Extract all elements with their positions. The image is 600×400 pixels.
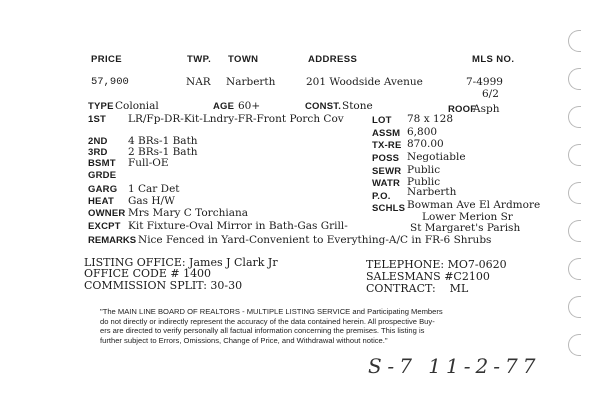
roof-label: ROOF — [448, 104, 477, 115]
price-label: PRICE — [91, 54, 123, 65]
schools-line-2: Lower Merion Sr — [422, 211, 513, 223]
owner-value: Mrs Mary C Torchiana — [128, 207, 248, 219]
disclaimer-line: ers are directed to verify personally all factual information concerning the premises. This listing is — [100, 326, 425, 336]
disclaimer-line: "The MAIN LINE BOARD OF REALTORS - MULTIPLE LISTING SERVICE and Participating Members — [100, 307, 443, 316]
tax-value: 870.00 — [407, 138, 444, 150]
contract: CONTRACT: ML — [366, 282, 469, 295]
mls-date: 6/2 — [482, 88, 499, 100]
basement-value: Full-OE — [128, 157, 169, 169]
possession-label: POSS — [372, 153, 400, 164]
price-value: 57,900 — [91, 76, 129, 88]
water-value: Public — [407, 176, 441, 188]
const-label: CONST. — [305, 101, 342, 112]
third-floor-label: 3RD — [88, 147, 108, 158]
second-floor-value: 4 BRs-1 Bath — [128, 135, 198, 147]
tax-label: TX-RE — [372, 140, 402, 151]
mls-number: 7-4999 — [466, 76, 503, 88]
binder-hole — [568, 30, 581, 52]
schools-line-3: St Margaret's Parish — [410, 222, 521, 234]
sewer-value: Public — [407, 164, 441, 176]
exceptions-value: Kit Fixture-Oval Mirror in Bath-Gas Grill- — [128, 220, 348, 232]
binder-hole — [568, 220, 581, 242]
possession-value: Negotiable — [407, 151, 466, 163]
binder-hole — [568, 258, 581, 280]
lot-label: LOT — [372, 115, 392, 126]
water-label: WATR — [372, 178, 401, 189]
mls-label: MLS NO. — [472, 54, 515, 65]
town-label: TOWN — [228, 54, 259, 65]
remarks-label: REMARKS — [88, 235, 137, 246]
heat-value: Gas H/W — [128, 195, 175, 207]
remarks-value: Nice Fenced in Yard-Convenient to Everything-A/C in FR-6 Shrubs — [138, 234, 492, 246]
const-value: Stone — [342, 100, 373, 112]
town-value: Narberth — [226, 76, 276, 88]
disclaimer-line: further subject to Errors, Omissions, Change of Price, and Withdrawal without notice." — [100, 335, 388, 345]
schools-label: SCHLS — [372, 203, 406, 214]
grade-label: GRDE — [88, 170, 117, 181]
disclaimer — [100, 307, 540, 345]
listing-office: LISTING OFFICE: James J Clark Jr — [84, 256, 278, 269]
binder-hole — [568, 144, 581, 166]
binder-hole — [568, 182, 581, 204]
garage-label: GARG — [88, 184, 118, 195]
commission-split: COMMISSION SPLIT: 30-30 — [84, 279, 243, 292]
lot-value: 78 x 128 — [407, 113, 453, 125]
post-office-value: Narberth — [407, 186, 457, 198]
exceptions-label: EXCPT — [88, 221, 121, 232]
type-value: Colonial — [115, 100, 159, 112]
address-value: 201 Woodside Avenue — [306, 76, 423, 88]
twp-value: NAR — [186, 76, 211, 88]
address-label: ADDRESS — [308, 54, 358, 65]
handwritten-note: S-7 11-2-77 — [368, 354, 541, 378]
office-code: OFFICE CODE # 1400 — [84, 267, 212, 280]
schools-line-1: Bowman Ave El Ardmore — [407, 199, 541, 211]
garage-value: 1 Car Det — [128, 183, 180, 195]
twp-label: TWP. — [187, 54, 212, 65]
assessment-value: 6,800 — [407, 126, 438, 138]
first-floor-label: 1ST — [88, 114, 107, 125]
sewer-label: SEWR — [372, 166, 402, 177]
type-label: TYPE — [88, 101, 114, 112]
age-label: AGE — [213, 101, 235, 112]
age-value: 60+ — [238, 100, 261, 112]
binder-hole — [568, 334, 581, 356]
heat-label: HEAT — [88, 196, 114, 207]
binder-hole — [568, 296, 581, 318]
second-floor-label: 2ND — [88, 136, 108, 147]
disclaimer-line: do not directly or indirectly represent the accuracy of the data contained herein. All prospective Buy- — [100, 316, 435, 326]
telephone: TELEPHONE: MO7-0620 — [366, 258, 507, 271]
post-office-label: P.O. — [372, 191, 391, 202]
assessment-label: ASSM — [372, 128, 401, 139]
third-floor-value: 2 BRs-1 Bath — [128, 146, 198, 158]
basement-label: BSMT — [88, 158, 116, 169]
binder-hole — [568, 68, 581, 90]
binder-hole — [568, 106, 581, 128]
first-floor-value: LR/Fp-DR-Kit-Lndry-FR-Front Porch Cov — [128, 113, 344, 125]
owner-label: OWNER — [88, 208, 126, 219]
roof-value: Asph — [473, 103, 500, 115]
salesmans-number: SALESMANS #C2100 — [366, 270, 490, 283]
